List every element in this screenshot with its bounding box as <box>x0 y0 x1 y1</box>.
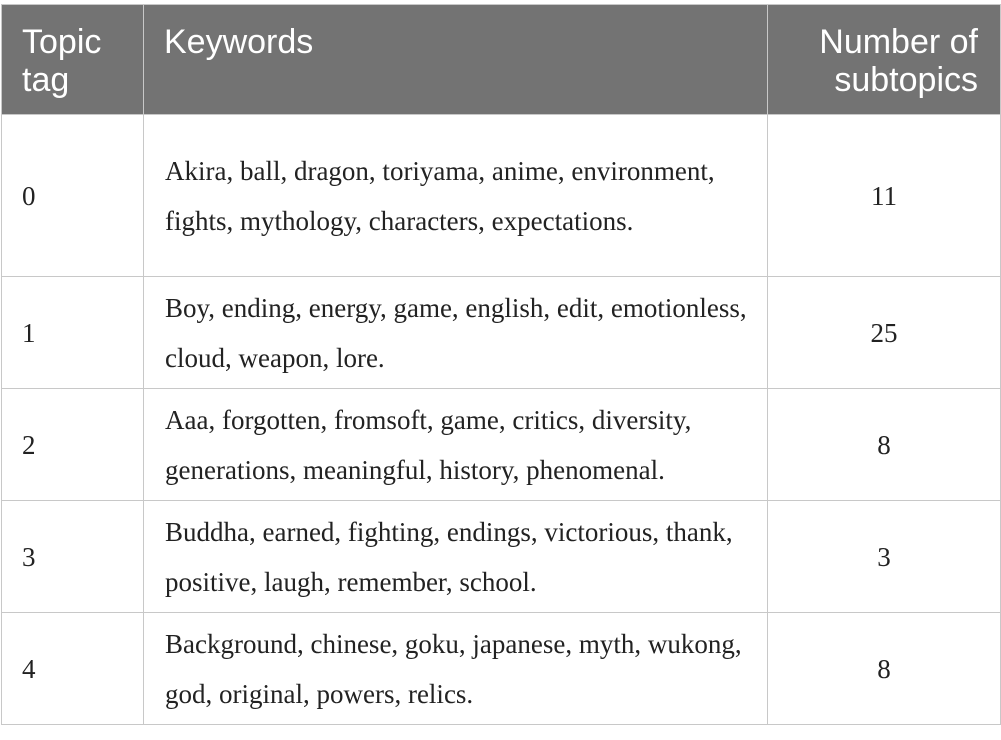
header-number-of-subtopics: Number of subtopics <box>768 5 1001 115</box>
cell-keywords: Aaa, forgotten, fromsoft, game, critics, diversity, generations, meaningful, history, phenomenal. <box>144 389 768 501</box>
table-body <box>2 115 1001 725</box>
cell-subtopic-count: 11 <box>768 115 1001 277</box>
cell-topic-tag: 2 <box>2 389 144 501</box>
table-row <box>2 115 1001 277</box>
cell-topic-tag: 0 <box>2 115 144 277</box>
header-row <box>2 5 1001 115</box>
cell-keywords: Background, chinese, goku, japanese, myth, wukong, god, original, powers, relics. <box>144 613 768 725</box>
cell-topic-tag: 1 <box>2 277 144 389</box>
header-keywords: Keywords <box>144 5 768 115</box>
topics-table <box>1 4 1001 725</box>
table-row <box>2 277 1001 389</box>
cell-subtopic-count: 8 <box>768 613 1001 725</box>
table-header <box>2 5 1001 115</box>
cell-keywords: Buddha, earned, fighting, endings, victorious, thank, positive, laugh, remember, school. <box>144 501 768 613</box>
table-row <box>2 389 1001 501</box>
cell-keywords: Akira, ball, dragon, toriyama, anime, environment, fights, mythology, characters, expectations. <box>144 115 768 277</box>
cell-subtopic-count: 8 <box>768 389 1001 501</box>
header-topic-tag: Topic tag <box>2 5 144 115</box>
cell-topic-tag: 3 <box>2 501 144 613</box>
cell-topic-tag: 4 <box>2 613 144 725</box>
cell-subtopic-count: 3 <box>768 501 1001 613</box>
cell-subtopic-count: 25 <box>768 277 1001 389</box>
table-row <box>2 501 1001 613</box>
cell-keywords: Boy, ending, energy, game, english, edit, emotionless, cloud, weapon, lore. <box>144 277 768 389</box>
table-row <box>2 613 1001 725</box>
